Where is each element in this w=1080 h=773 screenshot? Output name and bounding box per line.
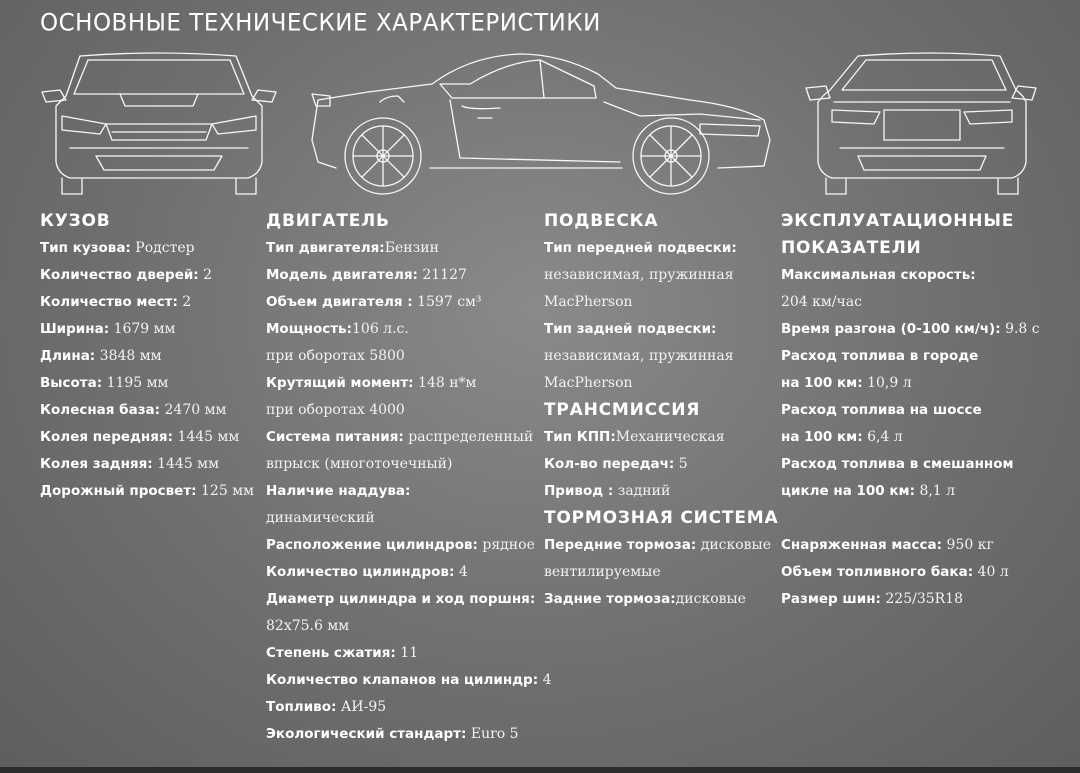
spec-key: Тип передней подвески:	[544, 240, 737, 256]
spec-key: Высота:	[40, 375, 103, 391]
spec-key: Количество мест:	[40, 294, 178, 310]
spec-continuation: MacPherson	[544, 375, 633, 391]
spec-value: 5	[678, 456, 688, 472]
spec-key: Дорожный просвет:	[40, 483, 197, 499]
spec-key: Наличие наддува:	[266, 483, 411, 499]
spec-continuation: при оборотах 5800	[266, 348, 405, 364]
spec-row	[781, 478, 1040, 505]
spec-continuation: 82x75.6 мм	[266, 618, 350, 634]
spec-key: Тип двигателя:	[266, 240, 385, 256]
spec-key: Тип кузова:	[40, 240, 131, 256]
spec-continuation: 204 км/час	[781, 294, 862, 310]
spec-key: Количество дверей:	[40, 267, 199, 283]
spec-value: Бензин	[384, 240, 439, 256]
spec-key: Тип задней подвески:	[544, 321, 717, 337]
spec-continuation: вентилируемые	[544, 564, 661, 580]
body-specs-column	[40, 208, 254, 505]
spec-key: Система питания:	[266, 429, 404, 445]
spec-value: 2	[203, 267, 213, 283]
spec-row	[40, 397, 254, 424]
spec-key: Снаряженная масса:	[781, 537, 943, 553]
spec-key: Крутящий момент:	[266, 375, 414, 391]
spec-key: Мощность:	[266, 321, 352, 337]
chassis-specs-column	[544, 208, 778, 613]
spec-key: Ширина:	[40, 321, 110, 337]
spec-value: рядное	[482, 537, 535, 553]
spec-value: 10,9 л	[867, 375, 912, 391]
spec-row	[40, 478, 254, 505]
spec-row	[40, 424, 254, 451]
spec-key: Расположение цилиндров:	[266, 537, 478, 553]
spec-value: Родстер	[135, 240, 195, 256]
car-blueprint-drawings	[0, 44, 1080, 204]
transmission-heading: ТРАНСМИССИЯ	[544, 400, 701, 420]
spec-key: Время разгона (0-100 км/ч):	[781, 321, 1001, 337]
spec-key: Задние тормоза:	[544, 591, 676, 607]
suspension-heading: ПОДВЕСКА	[544, 211, 659, 231]
spec-value: 1597 см³	[417, 294, 482, 310]
spec-value: 8,1 л	[919, 483, 956, 499]
spec-key: Привод :	[544, 483, 614, 499]
spec-key: Объем топливного бака:	[781, 564, 974, 580]
spec-row	[40, 343, 254, 370]
spec-key: Экологический стандарт:	[266, 726, 467, 742]
spec-row	[781, 262, 1040, 289]
performance-specs-column	[781, 208, 1040, 613]
spec-key: Расход топлива в смешанном	[781, 456, 1014, 472]
spec-value: 3848 мм	[99, 348, 162, 364]
spec-row	[266, 586, 551, 613]
spec-key: Колесная база:	[40, 402, 161, 418]
spec-row	[266, 640, 551, 667]
spec-key: Расход топлива на шоссе	[781, 402, 982, 418]
spec-value: 106 л.с.	[352, 321, 409, 337]
spec-key: цикле на 100 км:	[781, 483, 915, 499]
spec-row	[544, 316, 778, 343]
spec-continuation: динамический	[266, 510, 375, 526]
spec-value: Euro 5	[470, 726, 519, 742]
spec-key: Степень сжатия:	[266, 645, 396, 661]
spec-row	[40, 451, 254, 478]
spec-value: 21127	[422, 267, 467, 283]
spec-row	[781, 397, 1040, 424]
spec-row	[544, 424, 778, 451]
spec-row	[781, 532, 1040, 559]
spec-key: на 100 км:	[781, 375, 863, 391]
spec-continuation: MacPherson	[544, 294, 633, 310]
spec-continuation: при оборотах 4000	[266, 402, 405, 418]
spec-continuation: независимая, пружинная	[544, 348, 734, 364]
spec-key: Максимальная скорость:	[781, 267, 976, 283]
spec-row	[544, 532, 778, 559]
brakes-heading: ТОРМОЗНАЯ СИСТЕМА	[544, 508, 779, 528]
performance-heading: ЭКСПЛУАТАЦИОННЫЕ	[781, 211, 1015, 231]
spec-value: 4	[458, 564, 468, 580]
spec-row	[40, 370, 254, 397]
spec-key: Длина:	[40, 348, 96, 364]
spec-row	[266, 478, 551, 505]
car-front-view	[42, 53, 276, 194]
spec-row	[266, 316, 551, 343]
spec-value: задний	[617, 483, 671, 499]
body-rows	[40, 235, 254, 505]
spec-key: Передние тормоза:	[544, 537, 697, 553]
spec-row	[40, 235, 254, 262]
spec-row	[544, 586, 778, 613]
spec-value: 6,4 л	[867, 429, 903, 445]
spec-key: Количество клапанов на цилиндр:	[266, 672, 539, 688]
body-heading: КУЗОВ	[40, 211, 111, 231]
spec-key: Количество цилиндров:	[266, 564, 455, 580]
spec-row	[781, 316, 1040, 343]
spec-row	[266, 721, 551, 748]
spec-key: Диаметр цилиндра и ход поршня:	[266, 591, 536, 607]
spec-row	[266, 667, 551, 694]
spec-key: Кол-во передач:	[544, 456, 675, 472]
spec-value: 11	[400, 645, 419, 661]
page-title: ОСНОВНЫЕ ТЕХНИЧЕСКИЕ ХАРАКТЕРИСТИКИ	[40, 9, 601, 37]
spec-key: Модель двигателя:	[266, 267, 418, 283]
spec-row	[544, 451, 778, 478]
spec-value: 1445 мм	[157, 456, 219, 472]
spec-value: 1679 мм	[113, 321, 176, 337]
spec-value: дисковые	[675, 591, 746, 607]
spec-row	[266, 694, 551, 721]
spec-row	[781, 559, 1040, 586]
spec-row	[781, 586, 1040, 613]
spec-row	[544, 478, 778, 505]
spec-key: Объем двигателя :	[266, 294, 413, 310]
spec-key: Размер шин:	[781, 591, 881, 607]
engine-specs-column	[266, 208, 551, 748]
spec-value: распределенный	[408, 429, 534, 445]
spec-value: 40 л	[977, 564, 1009, 580]
spec-continuation: независимая, пружинная	[544, 267, 734, 283]
spec-value: 1445 мм	[177, 429, 240, 445]
spec-key: Колея задняя:	[40, 456, 153, 472]
spec-row	[781, 451, 1040, 478]
spec-row	[266, 289, 551, 316]
spec-row	[781, 343, 1040, 370]
spec-value: 4	[542, 672, 552, 688]
spec-value: 9.8 с	[1005, 321, 1040, 337]
spec-value: 125 мм	[201, 483, 254, 499]
car-rear-view	[806, 53, 1036, 194]
spec-row	[781, 370, 1040, 397]
spec-row	[40, 262, 254, 289]
spec-key: Расход топлива в городе	[781, 348, 979, 364]
spec-row	[266, 235, 551, 262]
spec-value: 2	[182, 294, 192, 310]
spec-key: Топливо:	[266, 699, 337, 715]
spec-value: АИ-95	[340, 699, 387, 715]
spec-row	[266, 370, 551, 397]
spec-row	[266, 559, 551, 586]
engine-heading: ДВИГАТЕЛЬ	[266, 211, 390, 231]
spec-row	[40, 316, 254, 343]
spec-value: 950 кг	[946, 537, 994, 553]
spec-row	[781, 424, 1040, 451]
spec-row	[266, 532, 551, 559]
spec-value: 148 н*м	[418, 375, 477, 391]
spec-value: дисковые	[700, 537, 771, 553]
spec-row	[266, 262, 551, 289]
spec-row	[266, 424, 551, 451]
car-side-view	[312, 54, 770, 194]
spec-row	[544, 235, 778, 262]
spec-key: на 100 км:	[781, 429, 863, 445]
spec-key: Колея передняя:	[40, 429, 173, 445]
spec-continuation: впрыск (многоточечный)	[266, 456, 453, 472]
spec-value: 225/35R18	[885, 591, 963, 607]
spec-value: 1195 мм	[106, 375, 169, 391]
spec-value: 2470 мм	[164, 402, 227, 418]
spec-value: Механическая	[615, 429, 725, 445]
bottom-bar	[0, 767, 1080, 773]
spec-key: Тип КПП:	[544, 429, 616, 445]
performance-heading-line2: ПОКАЗАТЕЛИ	[781, 238, 922, 258]
spec-row	[40, 289, 254, 316]
